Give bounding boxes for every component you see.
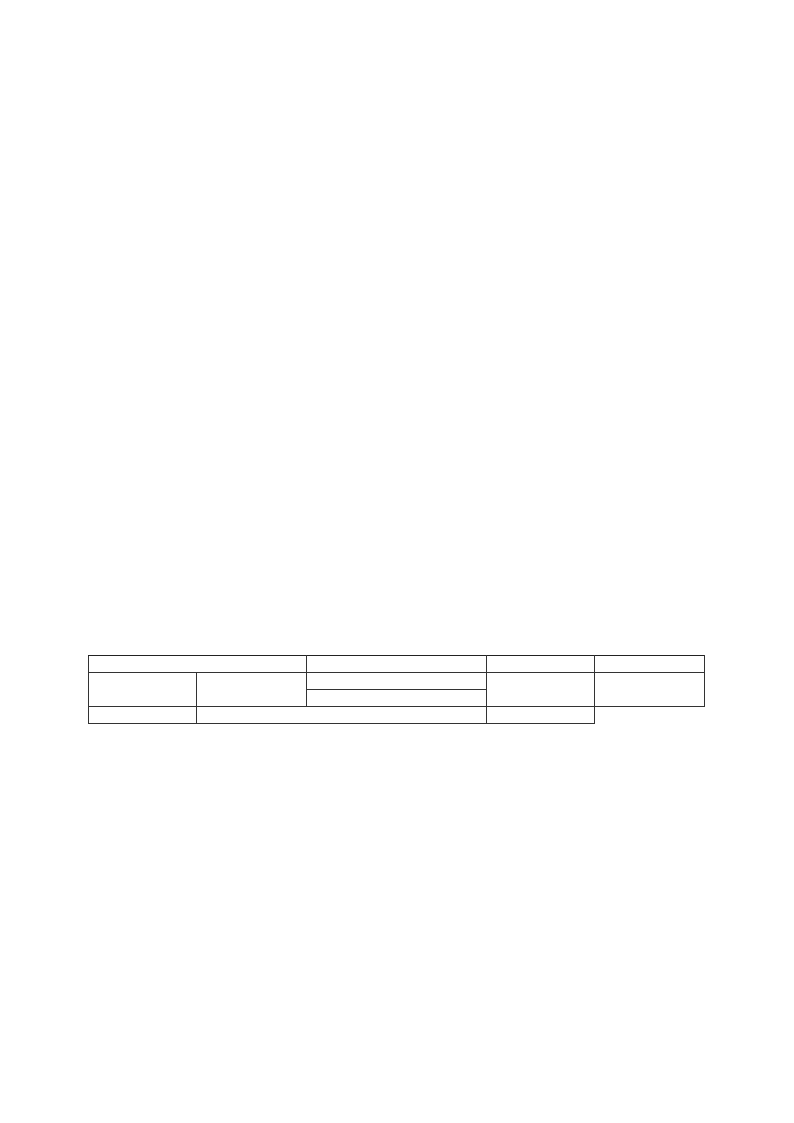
reference-item <box>116 404 202 419</box>
section-2-heading <box>88 298 110 312</box>
header-fw2 <box>487 656 595 673</box>
reference-item <box>116 442 129 460</box>
table-header-row <box>89 656 705 673</box>
fe-fw1-fine <box>307 673 487 690</box>
table-row-fe-1 <box>89 673 705 690</box>
subsection-3-1-heading <box>88 519 122 534</box>
o-fwp1 <box>487 707 595 724</box>
clause-3-1-1 <box>88 539 704 558</box>
reference-item <box>116 385 202 400</box>
element-fe <box>197 673 307 707</box>
o-merged-value <box>197 707 487 724</box>
element-cell <box>89 707 197 724</box>
clause-3-1-2 <box>88 578 704 597</box>
table-row-o <box>89 707 705 724</box>
subsection-3-2-heading <box>88 597 122 612</box>
section-3-heading <box>88 492 110 506</box>
header-grade <box>89 656 307 673</box>
header-fw1 <box>307 656 487 673</box>
impurity-group-label <box>89 673 197 707</box>
fe-fw1-coarse <box>307 690 487 707</box>
reference-item <box>116 461 202 476</box>
reference-item <box>116 423 202 438</box>
impurity-table <box>88 655 705 724</box>
fe-fw2 <box>487 673 595 707</box>
header-fwp1 <box>595 656 705 673</box>
fe-fwp1 <box>595 673 705 707</box>
section-1-heading <box>88 221 110 235</box>
